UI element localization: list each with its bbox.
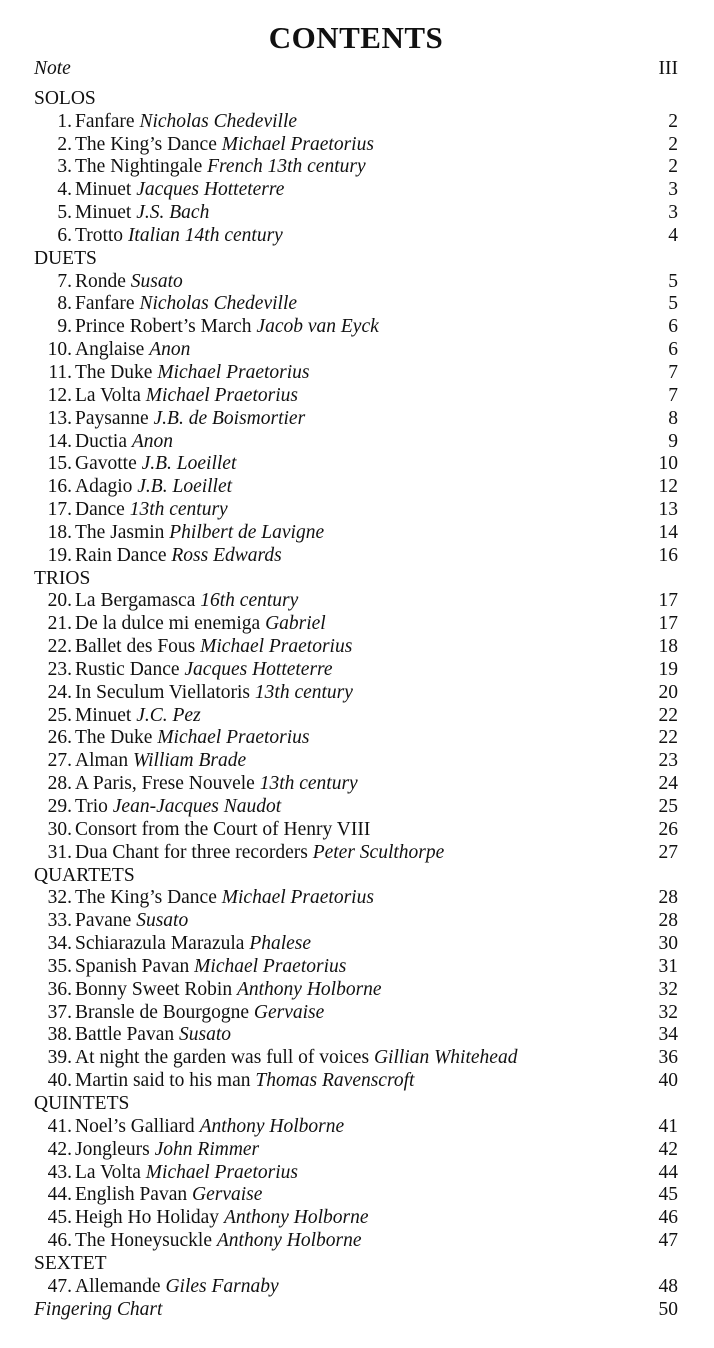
entry-title: In Seculum Viellatoris [75,681,251,703]
entry-composer: Jacques Hotteterre [184,658,333,680]
entry-number: 32. [47,887,72,909]
contents-entry [34,271,678,294]
entry-number: 44. [47,1184,72,1206]
contents-entry [34,408,678,431]
entry-composer: William Brade [132,750,247,772]
entry-title: Anglaise [75,339,145,361]
entry-title: Rustic Dance [75,658,180,680]
entry-text [34,727,310,750]
contents-entry [34,910,678,933]
entry-text [34,1070,414,1093]
entry-text [34,1139,259,1162]
contents-entry [34,705,678,728]
entry-number: 46. [47,1230,72,1252]
contents-entry [34,682,678,705]
entry-text [34,522,324,545]
contents-entry [34,590,678,613]
entry-number: 10. [47,339,72,361]
entry-page: 40 [658,1070,678,1092]
entry-text [34,1184,262,1207]
contents-entry [34,134,678,157]
entry-text [34,933,311,956]
entry-page: 47 [658,1230,678,1252]
entry-title: Schiarazula Marazula [75,933,245,955]
entry-text [34,887,374,910]
section-heading: QUINTETS [34,1092,130,1114]
entry-number: 43. [47,1161,72,1183]
contents-entry [34,956,678,979]
fingering-page: 50 [658,1298,678,1320]
entry-title: Trotto [75,224,124,246]
contents-entry [34,659,678,682]
contents-entry [34,1139,678,1162]
note-label: Note [34,58,71,79]
entry-page: 9 [668,430,678,452]
entry-text [34,225,283,248]
contents-entry [34,179,678,202]
entry-composer: Philbert de Lavigne [169,521,325,543]
entry-composer: J.B. Loeillet [137,476,233,498]
entry-page: 36 [658,1047,678,1069]
entry-number: 40. [47,1070,72,1092]
entry-text [34,613,326,636]
entry-text [34,819,370,842]
entry-title: Bonny Sweet Robin [75,978,233,1000]
entry-number: 20. [47,590,72,612]
entry-number: 45. [47,1207,72,1229]
entry-page: 18 [658,636,678,658]
contents-entry [34,362,678,385]
contents-entry [34,545,678,568]
entry-title: Fanfare [75,293,135,315]
entry-page: 2 [668,110,678,132]
entry-page: 27 [658,841,678,863]
entry-page: 34 [658,1024,678,1046]
entry-text [34,636,352,659]
entry-composer: 16th century [200,590,299,612]
fingering-label: Fingering Chart [34,1298,163,1320]
entry-composer: Michael Praetorius [221,133,374,155]
entry-page: 42 [658,1138,678,1160]
entry-composer: Susato [178,1024,231,1046]
entry-title: Martin said to his man [75,1070,251,1092]
contents-entry [34,842,678,865]
entry-text [34,1276,279,1299]
entry-number: 6. [57,224,72,246]
entry-number: 17. [47,499,72,521]
entry-composer: Anthony Holborne [223,1207,369,1229]
entry-title: Gavotte [75,453,137,475]
note-page: III [658,58,678,79]
entry-number: 7. [57,270,72,292]
contents-entry [34,499,678,522]
entry-page: 20 [658,681,678,703]
contents-entry [34,773,678,796]
entry-title: The Duke [75,361,153,383]
entry-page: 19 [658,658,678,680]
entry-composer: J.S. Bach [136,202,210,224]
entry-page: 22 [658,704,678,726]
entry-text [34,134,374,157]
entry-number: 18. [47,521,72,543]
entry-text [34,476,232,499]
entry-composer: Gillian Whitehead [373,1047,518,1069]
entry-composer: Peter Sculthorpe [312,841,445,863]
section-heading: TRIOS [34,567,91,589]
entry-text [34,453,236,476]
contents-entry [34,1070,678,1093]
entry-composer: Michael Praetorius [221,887,374,909]
entry-page: 17 [658,590,678,612]
contents-entry [34,1116,678,1139]
contents-entry [34,727,678,750]
entry-composer: Anthony Holborne [199,1115,345,1137]
entry-composer: John Rimmer [154,1138,260,1160]
entry-number: 21. [47,613,72,635]
entry-number: 4. [57,179,72,201]
entry-composer: Michael Praetorius [157,727,310,749]
entry-page: 6 [668,316,678,338]
entry-page: 6 [668,339,678,361]
contents-entry [34,979,678,1002]
entry-number: 22. [47,636,72,658]
entry-text [34,271,183,294]
entry-number: 1. [57,110,72,132]
entry-composer: Thomas Ravenscroft [255,1070,415,1092]
entry-title: English Pavan [75,1184,188,1206]
contents-entry [34,887,678,910]
contents-entry [34,431,678,454]
entry-text [34,682,353,705]
entry-number: 9. [57,316,72,338]
entry-title: Trio [75,796,108,817]
entry-number: 35. [47,955,72,977]
contents-entry [34,385,678,408]
contents-entry [34,476,678,499]
entry-number: 31. [47,841,72,863]
entry-number: 19. [47,544,72,566]
entry-title: Noel’s Galliard [75,1115,195,1137]
entry-page: 2 [668,133,678,155]
entry-text [34,1207,369,1230]
entry-title: Adagio [75,476,133,498]
section-heading: SOLOS [34,87,96,109]
entry-title: Dua Chant for three recorders [75,841,308,863]
entry-page: 31 [658,955,678,977]
entry-text [34,1002,324,1025]
entry-text [34,796,281,819]
entry-composer: Gervaise [253,1001,325,1023]
entry-title: The Nightingale [75,156,203,178]
entry-page: 12 [658,476,678,498]
entry-page: 17 [658,613,678,635]
entry-page: 8 [668,407,678,429]
contents-entry [34,796,678,819]
contents-entry [34,1024,678,1047]
entry-page: 48 [658,1275,678,1297]
entry-title: The King’s Dance [75,887,217,909]
contents-entry [34,293,678,316]
entry-title: Paysanne [75,407,149,429]
entry-title: Allemande [75,1275,161,1297]
entry-page: 2 [668,156,678,178]
entry-text [34,956,346,979]
entry-text [34,910,188,933]
entry-page: 16 [658,544,678,566]
entry-text [34,385,298,408]
entry-title: De la dulce mi enemiga [75,613,261,635]
entry-page: 28 [658,910,678,932]
entry-number: 25. [47,704,72,726]
entry-text [34,408,305,431]
entry-composer: Jacob van Eyck [256,316,379,338]
entry-title: The Duke [75,727,153,749]
entry-title: Spanish Pavan [75,955,190,977]
entry-page: 23 [658,750,678,772]
entry-composer: J.C. Pez [136,704,201,726]
contents-entry [34,202,678,225]
entry-title: At night the garden was full of voices [75,1047,370,1069]
contents-entry [34,339,678,362]
entry-title: Bransle de Bourgogne [75,1001,250,1023]
entry-number: 28. [47,773,72,795]
contents-entry [34,1184,678,1207]
entry-page: 10 [658,453,678,475]
entry-composer: 13th century [259,773,358,795]
entry-page: 25 [658,796,678,817]
entry-page: 28 [658,887,678,909]
entry-title: La Volta [75,1161,141,1183]
entry-text [34,590,298,613]
entry-composer: Anon [131,430,174,452]
entry-composer: Nicholas Chedeville [139,110,298,132]
contents-entry [34,933,678,956]
entry-title: Battle Pavan [75,1024,175,1046]
entry-page: 5 [668,270,678,292]
entry-text [34,179,284,202]
entry-composer: Michael Praetorius [200,636,353,658]
entry-composer: J.B. Loeillet [141,453,237,475]
entry-title: The King’s Dance [75,133,217,155]
entry-title: Fanfare [75,110,135,132]
entry-title: Prince Robert’s March [75,316,252,338]
entry-number: 37. [47,1001,72,1023]
entry-page: 13 [658,499,678,521]
entry-composer: Nicholas Chedeville [139,293,298,315]
contents-entry [34,1276,678,1299]
contents-entry [34,453,678,476]
entry-title: Ballet des Fous [75,636,196,658]
entry-page: 41 [658,1115,678,1137]
entry-number: 8. [57,293,72,315]
entry-composer: Michael Praetorius [145,1161,298,1183]
entry-composer: Phalese [249,933,312,955]
entry-page: 14 [658,521,678,543]
entry-number: 23. [47,658,72,680]
entry-page: 3 [668,202,678,224]
entry-text [34,156,366,179]
entry-composer: 13th century [129,499,228,521]
entry-number: 29. [47,796,72,817]
entry-text [34,1162,298,1185]
entry-number: 38. [47,1024,72,1046]
entry-composer: Michael Praetorius [157,361,310,383]
entry-composer: Anthony Holborne [236,978,382,1000]
entry-number: 27. [47,750,72,772]
entry-composer: Anthony Holborne [216,1230,362,1252]
contents-entry [34,750,678,773]
entry-text [34,842,444,865]
entry-number: 3. [57,156,72,178]
entry-composer: French 13th century [207,156,366,178]
entry-number: 30. [47,818,72,840]
entry-composer: Gabriel [265,613,326,635]
contents-entry [34,1207,678,1230]
entry-text [34,1230,361,1253]
contents-entry [34,819,678,842]
entry-title: Rain Dance [75,544,167,566]
entry-text [34,773,358,796]
entry-text [34,202,209,225]
entry-page: 7 [668,384,678,406]
entry-text [34,750,246,773]
entry-composer: Susato [130,270,183,292]
entry-title: Ronde [75,270,126,292]
entry-composer: Jean-Jacques Naudot [112,796,282,817]
entry-composer: Michael Praetorius [145,384,298,406]
fingering-row [34,1299,678,1322]
entry-number: 13. [47,407,72,429]
entry-number: 42. [47,1138,72,1160]
entry-composer: Anon [149,339,191,361]
entry-title: Jongleurs [75,1138,150,1160]
entry-title: Dance [75,499,125,521]
entry-title: Ductia [75,430,127,452]
entry-composer: Susato [136,910,189,932]
entry-title: Minuet [75,704,132,726]
contents-list [34,88,678,1299]
contents-entry [34,316,678,339]
entry-title: Minuet [75,179,132,201]
entry-number: 41. [47,1115,72,1137]
entry-composer: Jacques Hotteterre [136,179,285,201]
entry-composer: J.B. de Boismortier [153,407,306,429]
contents-entry [34,1002,678,1025]
entry-page: 4 [668,224,678,246]
entry-composer: Michael Praetorius [194,955,347,977]
entry-page: 45 [658,1184,678,1206]
contents-entry [34,225,678,248]
page-title: CONTENTS [268,20,444,55]
entry-page: 22 [658,727,678,749]
entry-text [34,659,333,682]
contents-entry [34,636,678,659]
entry-composer: Giles Farnaby [165,1275,279,1297]
entry-text [34,1024,231,1047]
entry-number: 11. [48,361,72,383]
section-heading: DUETS [34,247,97,269]
entry-text [34,316,379,339]
entry-title: La Volta [75,384,141,406]
entry-text [34,293,297,316]
entry-title: La Bergamasca [75,590,196,612]
entry-page: 24 [658,773,678,795]
entry-title: Minuet [75,202,132,224]
entry-title: The Honeysuckle [75,1230,212,1252]
entry-page: 3 [668,179,678,201]
entry-text [34,545,282,568]
contents-entry [34,156,678,179]
contents-entry [34,1230,678,1253]
entry-number: 33. [47,910,72,932]
contents-entry [34,111,678,134]
entry-text [34,1116,344,1139]
entry-page: 7 [668,361,678,383]
entry-number: 12. [47,384,72,406]
entry-composer: Ross Edwards [171,544,282,566]
entry-number: 14. [47,430,72,452]
entry-composer: 13th century [254,681,353,703]
contents-entry [34,522,678,545]
entry-number: 2. [57,133,72,155]
entry-page: 46 [658,1207,678,1229]
entry-text [34,979,382,1002]
entry-text [34,362,310,385]
entry-number: 16. [47,476,72,498]
entry-page: 32 [658,978,678,1000]
entry-title: Heigh Ho Holiday [75,1207,220,1229]
entry-number: 47. [47,1275,72,1297]
section-heading: SEXTET [34,1252,107,1274]
entry-text [34,111,297,134]
entry-text [34,499,228,522]
entry-composer: Italian 14th century [127,224,283,246]
entry-number: 34. [47,933,72,955]
entry-title: The Jasmin [75,521,165,543]
entry-number: 15. [47,453,72,475]
entry-page: 30 [658,933,678,955]
entry-page: 5 [668,293,678,315]
entry-title: A Paris, Frese Nouvele [75,773,255,795]
entry-title: Pavane [75,910,132,932]
entry-number: 36. [47,978,72,1000]
contents-entry [34,1047,678,1070]
entry-title: Alman [75,750,129,772]
contents-entry [34,1162,678,1185]
note-row [34,58,678,81]
entry-page: 32 [658,1001,678,1023]
entry-number: 5. [57,202,72,224]
entry-composer: Gervaise [192,1184,263,1206]
entry-number: 24. [47,681,72,703]
entry-title: Consort from the Court of Henry VIII [75,818,371,840]
entry-page: 26 [658,818,678,840]
entry-text [34,705,201,728]
entry-text [34,339,190,362]
contents-entry [34,613,678,636]
section-heading: QUARTETS [34,864,135,886]
entry-text [34,1047,517,1070]
entry-number: 39. [47,1047,72,1069]
entry-text [34,431,173,454]
entry-number: 26. [47,727,72,749]
entry-page: 44 [658,1161,678,1183]
